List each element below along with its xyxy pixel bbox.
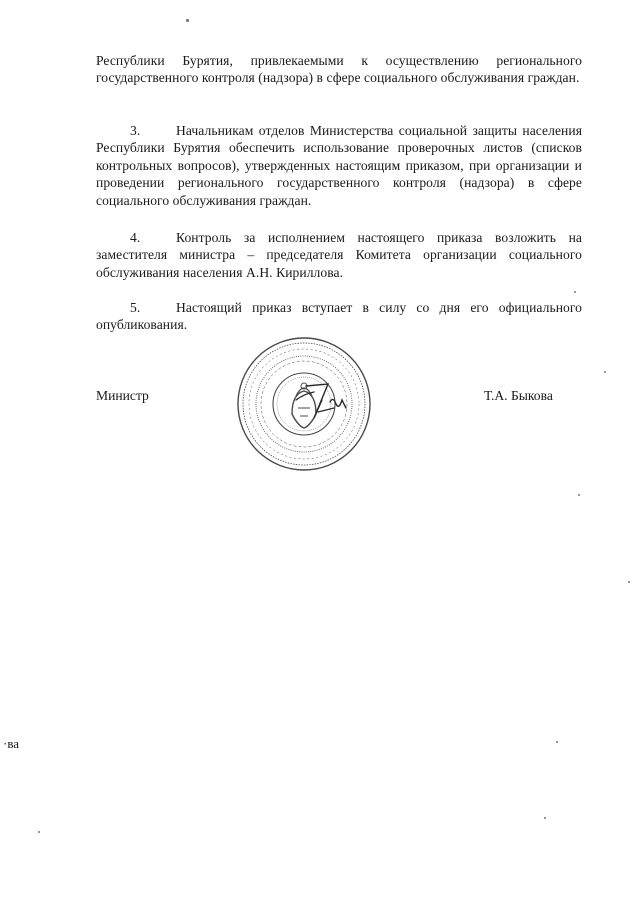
margin-fragment: ·ва <box>3 736 20 751</box>
item-text: Контроль за исполнением настоящего приказа возложить на заместителя министра – председателя Комитета организации социального обслуживания населения А.Н. Кириллова. <box>96 230 582 280</box>
paragraph-continued: Республики Бурятия, привлекаемыми к осуществлению регионального государственного контроля (надзора) в сфере социального обслуживания граждан. <box>96 53 582 86</box>
scan-speck <box>38 831 40 833</box>
official-seal-icon <box>232 334 380 479</box>
item-text: Начальникам отделов Министерства социальной защиты населения Республики Бурятия обеспечить использование проверочных листов (списков контрольных вопросов), утвержденных настоящим приказом, при организации и проведении регионального государственного контроля (надзора) в сфере социального обслуживания граждан. <box>96 123 582 208</box>
item-text: Настоящий приказ вступает в силу со дня его официального опубликования. <box>96 300 582 333</box>
signatory-position: Министр <box>96 388 149 403</box>
list-item <box>96 229 582 281</box>
scan-speck <box>186 19 189 22</box>
scan-speck <box>578 494 580 496</box>
scan-speck <box>628 581 630 583</box>
item-number: 5. <box>130 300 141 315</box>
scan-speck <box>556 741 558 743</box>
scan-speck <box>604 371 606 373</box>
scan-speck <box>544 817 546 819</box>
item-number: 3. <box>130 123 141 138</box>
signatory-name: Т.А. Быкова <box>484 388 553 403</box>
item-number: 4. <box>130 230 141 245</box>
scan-speck <box>574 291 576 293</box>
list-item <box>96 299 582 334</box>
list-item <box>96 122 582 209</box>
